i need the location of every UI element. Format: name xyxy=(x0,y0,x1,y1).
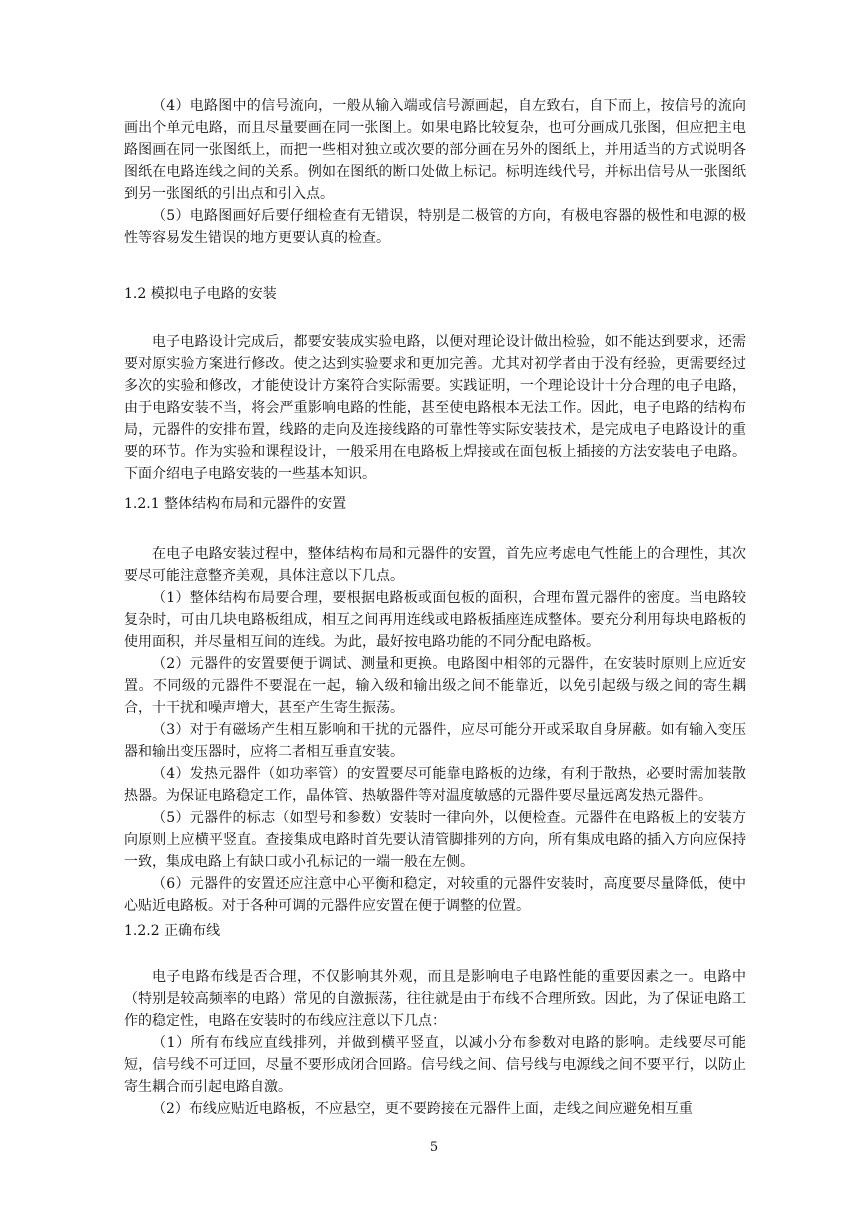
section-1-2-1-intro: 在电子电路安装过程中，整体结构布局和元器件的安置，首先应考虑电气性能上的合理性，其次要尽可能注意整齐美观，具体注意以下几点。 xyxy=(124,546,746,584)
list-item: （6）元器件的安置还应注意中心平衡和稳定，对较重的元器件安装时，高度要尽量降低，使中心贴近电路板。对于各种可调的元器件应安置在便于调整的位置。 xyxy=(124,876,746,914)
page-number: 5 xyxy=(429,1140,439,1155)
section-heading-1-2-2: 1.2.2 正确布线 xyxy=(124,923,221,939)
list-item: （2）布线应贴近电路板，不应悬空，更不要跨接在元器件上面，走线之间应避免相互重 xyxy=(152,1101,693,1117)
section-1-2-1-body xyxy=(124,543,746,917)
section-heading-1-2-1: 1.2.1 整体结构布局和元器件的安置 xyxy=(124,496,347,512)
paragraph-item-4: （4）电路图中的信号流向，一般从输入端或信号源画起，自左致右，自下而上，按信号的流向画出个单元电路，而且尽量要画在同一张图上。如果电路比较复杂，也可分画成几张图，但应把主电路图画在同一张图纸上，而把一些相对独立或次要的部分画在另外的图纸上，并用适当的方式说明各图纸在电路连线之间的关系。例如在图纸的断口处做上标记。标明连线代号，并标出信号从一张图纸到另一张图纸的引出点和引入点。 xyxy=(124,98,746,202)
section-1-2-body xyxy=(124,331,746,485)
top-items xyxy=(124,95,746,249)
list-item: （1）所有布线应直线排列，并做到横平竖直，以减小分布参数对电路的影响。走线要尽可能短，信号线不可迂回，尽量不要形成闭合回路。信号线之间、信号线与电源线之间不要平行，以防止寄生耦合而引起电路自激。 xyxy=(124,1035,746,1095)
list-item: （3）对于有磁场产生相互影响和干扰的元器件，应尽可能分开或采取自身屏蔽。如有输入变压器和输出变压器时，应将二者相互垂直安装。 xyxy=(124,722,746,760)
list-item: （4）发热元器件（如功率管）的安置要尽可能靠电路板的边缘，有利于散热，必要时需加装散热器。为保证电路稳定工作，晶体管、热敏器件等对温度敏感的元器件要尽量远离发热元器件。 xyxy=(124,766,746,804)
section-heading-1-2: 1.2 模拟电子电路的安装 xyxy=(124,286,277,302)
list-item: （5）元器件的标志（如型号和参数）安装时一律向外，以便检查。元器件在电路板上的安装方向原则上应横平竖直。查接集成电路时首先要认清管脚排列的方向，所有集成电路的插入方向应保持一致，集成电路上有缺口或小孔标记的一端一般在左侧。 xyxy=(124,810,746,870)
list-item: （2）元器件的安置要便于调试、测量和更换。电路图中相邻的元器件，在安装时原则上应近安置。不同级的元器件不要混在一起，输入级和输出级之间不能靠近，以免引起级与级之间的寄生耦合，十干扰和噪声增大，甚至产生寄生振荡。 xyxy=(124,656,746,716)
section-1-2-2-body xyxy=(124,966,746,1120)
list-item: （1）整体结构布局要合理，要根据电路板或面包板的面积，合理布置元器件的密度。当电路较复杂时，可由几块电路板组成，相互之间再用连线或电路板插座连成整体。要充分利用每块电路板的使用面积，并尽量相互间的连线。为此，最好按电路功能的不同分配电路板。 xyxy=(124,590,746,650)
section-1-2-2-intro: 电子电路布线是否合理，不仅影响其外观，而且是影响电子电路性能的重要因素之一。电路中（特别是较高频率的电路）常见的自激振荡，往往就是由于布线不合理所致。因此，为了保证电路工作的稳定性，电路在安装时的布线应注意以下几点： xyxy=(124,969,746,1029)
section-1-2-intro: 电子电路设计完成后，都要安装成实验电路，以便对理论设计做出检验，如不能达到要求，还需要对原实验方案进行修改。使之达到实验要求和更加完善。尤其对初学者由于没有经验，更需要经过多次的实验和修改，才能使设计方案符合实际需要。实践证明，一个理论设计十分合理的电子电路，由于电路安装不当，将会严重影响电路的性能，甚至使电路根本无法工作。因此，电子电路的结构布局，元器件的安排布置，线路的走向及连接线路的可靠性等实际安装技术，是完成电子电路设计的重要的环节。作为实验和课程设计，一般采用在电路板上焊接或在面包板上插接的方法安装电子电路。下面介绍电子电路安装的一些基本知识。 xyxy=(124,334,746,482)
paragraph-item-5: （5）电路图画好后要仔细检查有无错误，特别是二极管的方向，有极电容器的极性和电源的极性等容易发生错误的地方更要认真的检查。 xyxy=(124,208,746,246)
